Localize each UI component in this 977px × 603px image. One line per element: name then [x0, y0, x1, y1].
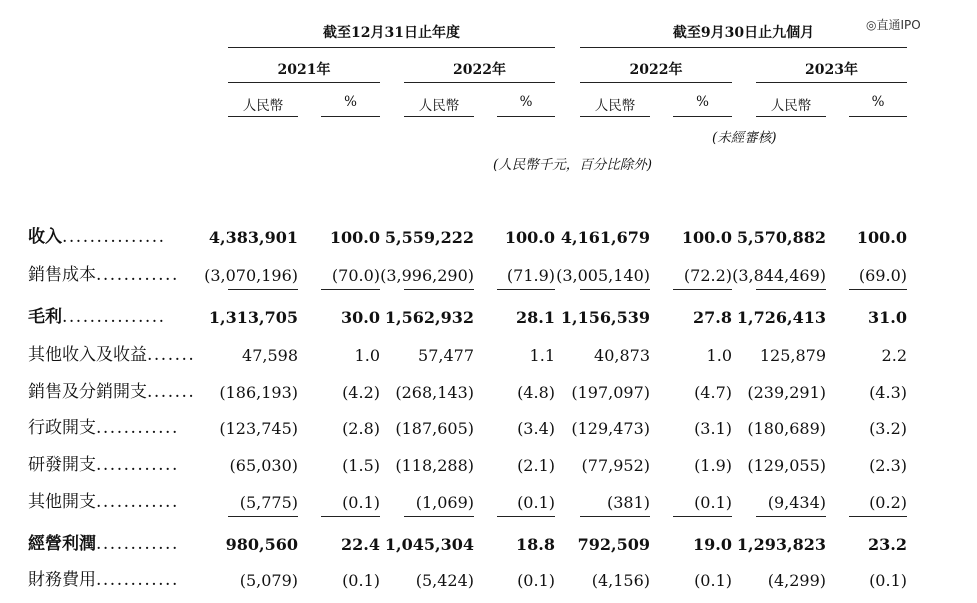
amount-cell: (5,775) — [239, 493, 298, 512]
amount-cell: (129,055) — [747, 456, 826, 475]
subtotal-rule — [756, 516, 826, 517]
amount-cell: (239,291) — [747, 383, 826, 402]
leader-dots: ....... — [147, 382, 196, 402]
amount-cell: 1,045,304 — [384, 535, 474, 554]
subtotal-rule — [404, 289, 474, 290]
percent-cell: (0.1) — [694, 493, 732, 512]
year-rule — [404, 82, 555, 83]
amount-cell: (268,143) — [395, 383, 474, 402]
percent-cell: 1.0 — [354, 346, 380, 365]
sub-rule — [756, 116, 826, 117]
row-label-text: 毛利 — [28, 307, 62, 327]
percent-cell: (1.5) — [342, 456, 380, 475]
table-row — [0, 450, 977, 480]
amount-cell: (186,193) — [219, 383, 298, 402]
row-label — [28, 222, 166, 247]
amount-cell: (1,069) — [415, 493, 474, 512]
row-label-text: 其他開支 — [28, 492, 96, 512]
subtotal-rule — [580, 289, 650, 290]
subtotal-rule — [849, 289, 907, 290]
sub-rule — [321, 116, 380, 117]
amount-cell: 5,570,882 — [736, 228, 826, 247]
subtotal-rule — [673, 516, 732, 517]
subtotal-rule — [321, 516, 380, 517]
percent-cell: (4.3) — [869, 383, 907, 402]
percent-cell: (3.2) — [869, 419, 907, 438]
amount-cell: (77,952) — [581, 456, 650, 475]
amount-cell: (129,473) — [571, 419, 650, 438]
percent-cell: (0.1) — [869, 571, 907, 590]
amount-cell: (381) — [606, 493, 650, 512]
percent-cell: 1.1 — [529, 346, 555, 365]
amount-cell: 47,598 — [242, 346, 298, 365]
amount-cell: (187,605) — [395, 419, 474, 438]
amount-cell: (65,030) — [229, 456, 298, 475]
amount-cell: 1,726,413 — [736, 308, 826, 327]
table-row — [0, 302, 977, 332]
header-fiscal-year: 截至12月31日止年度 — [323, 25, 460, 41]
percent-cell: (69.0) — [858, 266, 907, 285]
year-rule — [580, 82, 732, 83]
amount-cell: (123,745) — [219, 419, 298, 438]
subtotal-rule — [228, 289, 298, 290]
amount-cell: 57,477 — [418, 346, 474, 365]
amount-cell: 4,383,901 — [208, 228, 298, 247]
amount-cell: (3,996,290) — [380, 266, 474, 285]
row-label-text: 收入 — [28, 227, 62, 247]
percent-cell: (4.2) — [342, 383, 380, 402]
row-label — [28, 302, 166, 327]
percent-cell: (0.2) — [869, 493, 907, 512]
amount-cell: 40,873 — [594, 346, 650, 365]
percent-cell: (4.8) — [517, 383, 555, 402]
leader-dots: ....... — [147, 345, 196, 365]
table-row — [0, 565, 977, 595]
row-label — [28, 377, 195, 402]
sub-rule — [849, 116, 907, 117]
percent-cell: 23.2 — [868, 535, 907, 554]
row-label — [28, 260, 179, 285]
percent-cell: 27.8 — [693, 308, 732, 327]
year-header: 2022年 — [453, 62, 506, 78]
sub-rule — [404, 116, 474, 117]
pct-header: % — [871, 94, 885, 110]
percent-cell: (0.1) — [694, 571, 732, 590]
leader-dots: ............ — [96, 265, 179, 285]
pct-header: % — [696, 94, 709, 110]
amount-cell: (4,156) — [591, 571, 650, 590]
percent-cell: (70.0) — [331, 266, 380, 285]
row-label-text: 研發開支 — [28, 455, 96, 475]
sub-rule — [228, 116, 298, 117]
amount-cell: 1,562,932 — [384, 308, 474, 327]
table-row — [0, 529, 977, 559]
header-rule — [580, 47, 907, 48]
row-label-text: 銷售成本 — [28, 265, 96, 285]
subtotal-rule — [497, 289, 555, 290]
amount-cell: 125,879 — [759, 346, 826, 365]
percent-cell: 100.0 — [504, 228, 555, 247]
sub-rule — [497, 116, 555, 117]
amount-cell: (9,434) — [767, 493, 826, 512]
pct-header: % — [344, 94, 357, 110]
amount-cell: (3,005,140) — [556, 266, 650, 285]
percent-cell: (2.3) — [869, 456, 907, 475]
percent-cell: (1.9) — [694, 456, 732, 475]
percent-cell: 30.0 — [341, 308, 380, 327]
subtotal-rule — [321, 289, 380, 290]
pct-header: % — [519, 94, 533, 110]
percent-cell: 18.8 — [516, 535, 555, 554]
year-header: 2023年 — [805, 62, 858, 78]
amount-cell: 4,161,679 — [560, 228, 650, 247]
subtotal-rule — [756, 289, 826, 290]
unaudited-note: (未經審核) — [712, 130, 777, 146]
leader-dots: ............ — [96, 418, 179, 438]
amount-cell: (3,844,469) — [732, 266, 826, 285]
amount-cell: (4,299) — [767, 571, 826, 590]
subtotal-rule — [404, 516, 474, 517]
amount-cell: (3,070,196) — [204, 266, 298, 285]
amount-cell: 5,559,222 — [384, 228, 474, 247]
amount-cell: (180,689) — [747, 419, 826, 438]
leader-dots: ............... — [62, 307, 166, 327]
subtotal-rule — [849, 516, 907, 517]
percent-cell: (71.9) — [506, 266, 555, 285]
percent-cell: (3.1) — [694, 419, 732, 438]
row-label-text: 其他收入及收益 — [28, 345, 147, 365]
subtotal-rule — [673, 289, 732, 290]
year-rule — [756, 82, 907, 83]
rmb-header: 人民幣 — [418, 98, 460, 114]
subtotal-rule — [580, 516, 650, 517]
table-row — [0, 222, 977, 252]
percent-cell: 2.2 — [881, 346, 907, 365]
leader-dots: ............ — [96, 534, 179, 554]
percent-cell: 22.4 — [341, 535, 380, 554]
row-label — [28, 340, 195, 365]
amount-cell: (118,288) — [395, 456, 474, 475]
sub-rule — [673, 116, 732, 117]
amount-cell: 792,509 — [577, 535, 650, 554]
table-row — [0, 340, 977, 370]
row-label-text: 銷售及分銷開支 — [28, 382, 147, 402]
table-row — [0, 260, 977, 290]
percent-cell: (3.4) — [517, 419, 555, 438]
unit-note: (人民幣千元，百分比除外) — [493, 157, 653, 173]
subtotal-rule — [228, 516, 298, 517]
percent-cell: 28.1 — [516, 308, 555, 327]
rmb-header: 人民幣 — [594, 98, 636, 114]
percent-cell: (0.1) — [517, 571, 555, 590]
leader-dots: ............... — [62, 227, 166, 247]
header-nine-months: 截至9月30日止九個月 — [672, 25, 815, 41]
rmb-header: 人民幣 — [242, 98, 284, 114]
amount-cell: (5,424) — [415, 571, 474, 590]
percent-cell: 19.0 — [693, 535, 732, 554]
amount-cell: (5,079) — [239, 571, 298, 590]
subtotal-rule — [497, 516, 555, 517]
percent-cell: (72.2) — [683, 266, 732, 285]
row-label — [28, 450, 179, 475]
rmb-header: 人民幣 — [770, 98, 812, 114]
percent-cell: (0.1) — [342, 493, 380, 512]
percent-cell: 100.0 — [681, 228, 732, 247]
year-header: 2021年 — [277, 62, 331, 78]
table-row — [0, 377, 977, 407]
percent-cell: (4.7) — [694, 383, 732, 402]
year-header: 2022年 — [629, 62, 683, 78]
row-label — [28, 487, 179, 512]
table-row — [0, 487, 977, 517]
percent-cell: 31.0 — [868, 308, 907, 327]
row-label-text: 行政開支 — [28, 418, 96, 438]
amount-cell: 980,560 — [225, 535, 298, 554]
amount-cell: (197,097) — [571, 383, 650, 402]
amount-cell: 1,156,539 — [560, 308, 650, 327]
percent-cell: (2.1) — [517, 456, 555, 475]
header-rule — [228, 47, 555, 48]
percent-cell: 100.0 — [856, 228, 907, 247]
percent-cell: (0.1) — [342, 571, 380, 590]
leader-dots: ............ — [96, 455, 179, 475]
percent-cell: 100.0 — [329, 228, 380, 247]
row-label — [28, 565, 179, 590]
percent-cell: 1.0 — [706, 346, 732, 365]
amount-cell: 1,293,823 — [736, 535, 826, 554]
leader-dots: ............ — [96, 570, 179, 590]
watermark: ◎直通IPO — [866, 18, 921, 32]
row-label — [28, 529, 179, 554]
percent-cell: (0.1) — [517, 493, 555, 512]
percent-cell: (2.8) — [342, 419, 380, 438]
leader-dots: ............ — [96, 492, 179, 512]
year-rule — [228, 82, 380, 83]
row-label-text: 經營利潤 — [28, 534, 96, 554]
sub-rule — [580, 116, 650, 117]
amount-cell: 1,313,705 — [208, 308, 298, 327]
row-label — [28, 413, 179, 438]
row-label-text: 財務費用 — [28, 570, 96, 590]
table-row — [0, 413, 977, 443]
